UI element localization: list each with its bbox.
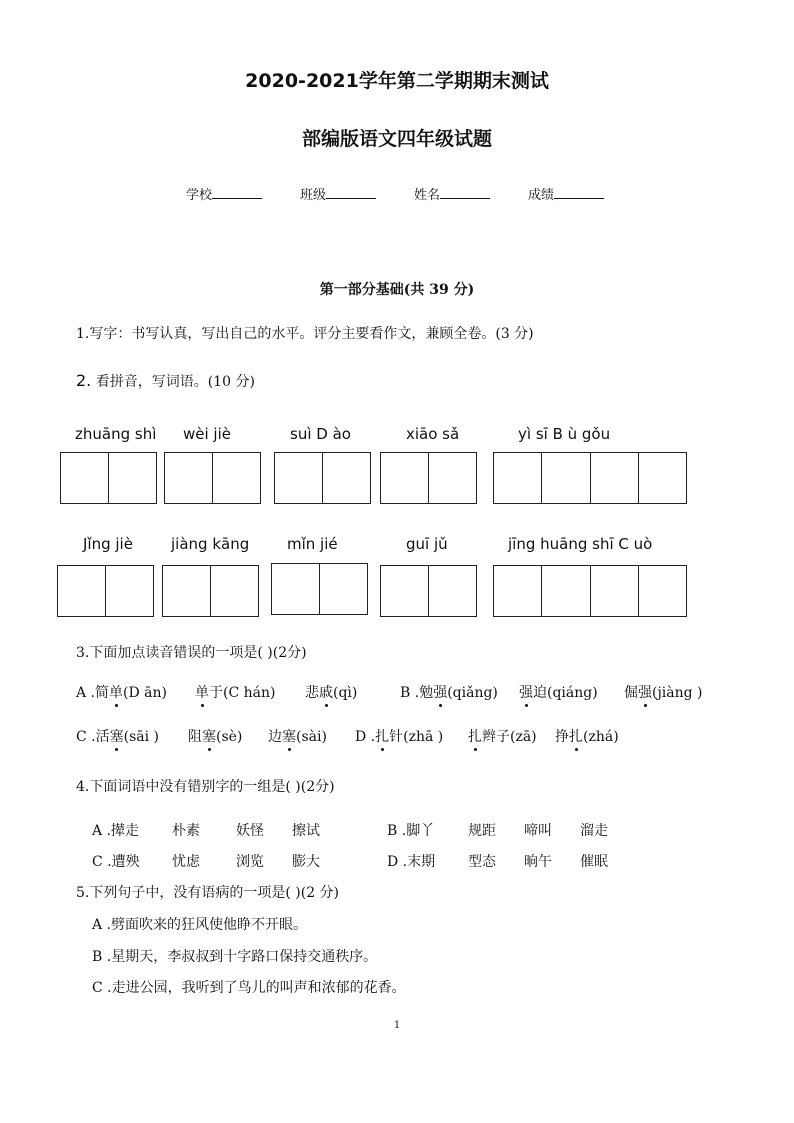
q3-option-b-3: 倔强(jiàng ) <box>624 682 703 702</box>
question-2-text: 看拼音，写词语。(10 分) <box>91 374 255 390</box>
writing-grid-7[interactable] <box>162 565 259 617</box>
q3-option-c-3: 边塞(sài) <box>268 726 327 746</box>
q3-option-c-2: 阻塞(sè) <box>188 726 242 746</box>
q3-option-c-1: C .活塞(sāi ) <box>76 726 159 746</box>
name-blank[interactable] <box>440 186 490 199</box>
q4-option-d-4: 催眠 <box>580 854 608 870</box>
pinyin-5: yì sī B ù gǒu <box>518 425 611 443</box>
section-heading: 第一部分基础(共 39 分) <box>319 282 475 298</box>
q4-option-d-1: D .末期 <box>387 854 436 870</box>
pinyin-9: guī jǔ <box>406 535 448 553</box>
q3-option-a-1: A .简单(D ān) <box>76 682 167 702</box>
score-field[interactable] <box>528 184 604 203</box>
q4-option-a-3: 妖怪 <box>236 823 264 839</box>
exam-subtitle: 部编版语文四年级试题 <box>301 128 492 150</box>
writing-grid-2[interactable] <box>164 452 261 504</box>
q3-option-d-2: 扎辫子(zā) <box>468 726 537 746</box>
score-blank[interactable] <box>554 186 604 199</box>
q3-option-a-3: 悲戚(qì) <box>305 682 357 702</box>
q4-option-c-4: 膨大 <box>292 854 320 870</box>
name-label: 姓名 <box>414 188 441 203</box>
q3-option-b-1: B .勉强(qiǎng) <box>400 682 498 702</box>
pinyin-3: suì D ào <box>290 425 351 443</box>
question-2: 2. 看拼音，写词语。(10 分) <box>76 371 255 390</box>
school-label: 学校 <box>186 188 213 203</box>
writing-grid-1[interactable] <box>60 452 157 504</box>
q3-option-b-2: 强迫(qiáng) <box>519 682 598 702</box>
q5-option-b: B .星期天，李叔叔到十字路口保持交通秩序。 <box>92 949 378 965</box>
writing-grid-10[interactable] <box>493 565 687 617</box>
q4-option-a-1: A .撵走 <box>92 823 140 839</box>
q4-option-b-4: 溜走 <box>580 823 608 839</box>
pinyin-2: wèi jiè <box>183 425 231 443</box>
pinyin-10: jīng huāng shī C uò <box>508 535 653 553</box>
question-1: 1.写字：书写认真，写出自己的水平。评分主要看作文，兼顾全卷。(3 分) <box>76 326 534 342</box>
question-3: 3.下面加点读音错误的一项是( )(2分) <box>76 645 307 661</box>
question-4: 4.下面词语中没有错别字的一组是( )(2分) <box>76 779 335 795</box>
question-5: 5.下列句子中，没有语病的一项是( )(2 分) <box>76 885 340 901</box>
q4-option-b-2: 规距 <box>468 823 496 839</box>
pinyin-6: Jǐng jiè <box>83 535 133 553</box>
q5-option-a: A .劈面吹来的狂风使他睁不开眼。 <box>92 917 308 933</box>
writing-grid-4[interactable] <box>380 452 477 504</box>
page-number: 1 <box>393 1020 401 1031</box>
exam-title: 2020-2021学年第二学期期末测试 <box>245 70 549 92</box>
school-field[interactable] <box>186 184 262 203</box>
name-field[interactable] <box>414 184 490 203</box>
q4-option-c-3: 浏览 <box>236 854 264 870</box>
class-label: 班级 <box>300 188 327 203</box>
q3-option-d-1: D .扎针(zhā ) <box>355 726 443 746</box>
writing-grid-5[interactable] <box>493 452 687 504</box>
pinyin-4: xiāo sǎ <box>406 425 460 443</box>
score-label: 成绩 <box>528 188 555 203</box>
pinyin-7: jiàng kāng <box>171 535 250 553</box>
q4-option-b-1: B .脚丫 <box>387 823 435 839</box>
pinyin-1: zhuāng shì <box>75 425 157 443</box>
q3-option-a-2: 单于(C hán) <box>195 682 275 702</box>
q4-option-a-4: 擦试 <box>292 823 320 839</box>
class-field[interactable] <box>300 184 376 203</box>
pinyin-8: mǐn jié <box>287 535 338 553</box>
class-blank[interactable] <box>326 186 376 199</box>
writing-grid-8[interactable] <box>271 563 368 615</box>
q4-option-c-1: C .遭殃 <box>92 854 140 870</box>
writing-grid-3[interactable] <box>274 452 371 504</box>
writing-grid-9[interactable] <box>380 565 477 617</box>
writing-grid-6[interactable] <box>57 565 154 617</box>
q4-option-d-3: 晌午 <box>524 854 552 870</box>
q5-option-c: C .走进公园，我听到了鸟儿的叫声和浓郁的花香。 <box>92 980 406 996</box>
school-blank[interactable] <box>212 186 262 199</box>
q3-option-d-3: 挣扎(zhá) <box>555 726 619 746</box>
q4-option-c-2: 忧虑 <box>172 854 200 870</box>
q4-option-d-2: 型态 <box>468 854 496 870</box>
q4-option-a-2: 朴素 <box>172 823 200 839</box>
q4-option-b-3: 啼叫 <box>524 823 552 839</box>
